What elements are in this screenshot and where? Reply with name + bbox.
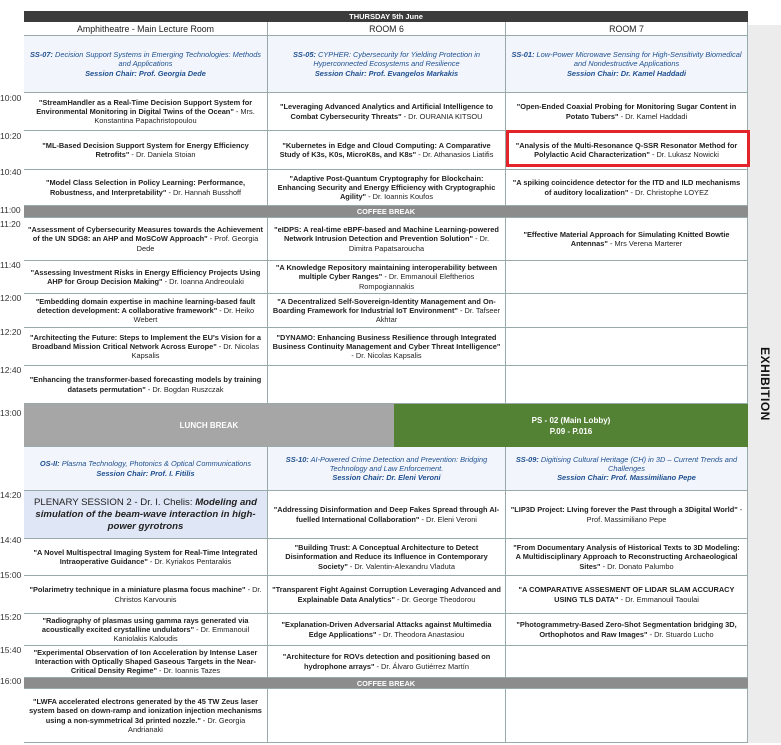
poster-session-range: P.09 - P.016 xyxy=(549,426,593,436)
talk-entry xyxy=(510,230,743,249)
time-label: 12:00 xyxy=(0,293,22,303)
time-label: 11:20 xyxy=(0,219,21,229)
talk-cell xyxy=(268,576,506,614)
talk-title: "Architecture for ROVs detection and positioning based on hydrophone arrays" xyxy=(282,652,491,671)
talk-entry xyxy=(272,505,501,524)
session-chair xyxy=(557,473,696,482)
talk-title: "A COMPARATIVE ASSESMENT OF LIDAR SLAM ACCURACY USING TLS DATA" xyxy=(518,585,735,604)
session-chair xyxy=(96,469,194,478)
talk-title: "Photogrammetry-Based Zero-Shot Segmentation bridging 3D, Orthophotos and Raw Images" xyxy=(516,620,737,639)
talk-entry xyxy=(272,263,501,291)
chair-label: Session Chair: xyxy=(85,68,139,78)
room-header: ROOM 6 xyxy=(268,22,506,36)
talk-speaker: - Dr. Theodora Anastasiou xyxy=(376,629,465,639)
talk-speaker: - Dr. Tafseer Akhtar xyxy=(375,305,501,325)
talk-speaker: - Dr. George Theodorou xyxy=(394,594,476,604)
talk-cell xyxy=(268,646,506,678)
talk-speaker: - Dr. Christophe LOYEZ xyxy=(628,187,709,197)
talk-title: "Addressing Disinformation and Deep Fakes Spread through AI-fuelled International Collaboration" xyxy=(273,505,500,524)
talk-cell xyxy=(24,366,268,404)
plenary-prefix: PLENARY SESSION 2 - Dr. I. Chelis: xyxy=(33,496,196,508)
talk-title: "DYNAMO: Enhancing Business Resilience through Integrated Business Continuity Management and Cyber Threat Intelligence" xyxy=(272,332,501,351)
talk-cell xyxy=(24,93,268,131)
talk-cell xyxy=(24,131,268,170)
talk-title: "From Documentary Analysis of Historical Texts to 3D Modeling: A Multidisciplinary Approach to Reconstructing Archaeological Sites" xyxy=(513,543,740,571)
time-label: 11:40 xyxy=(0,260,21,270)
time-label: 14:40 xyxy=(0,535,22,545)
talk-title: "Radiography of plasmas using gamma rays generated via acoustically excited crystalline undulators" xyxy=(41,615,249,634)
talk-cell xyxy=(268,261,506,294)
session-chair xyxy=(85,69,206,78)
plenary-session xyxy=(24,491,268,539)
session-topic: Plasma Technology, Photonics & Optical Communications xyxy=(59,459,252,469)
talk-entry xyxy=(28,297,263,325)
talk-entry xyxy=(28,225,263,253)
talk-cell xyxy=(268,294,506,328)
talk-title: "Architecting the Future: Steps to Implement the EU's Vision for a Broadband Mission Critical Network Across Europe" xyxy=(30,332,261,351)
time-label: 11:00 xyxy=(0,205,21,215)
session-chair xyxy=(567,69,686,78)
talk-speaker: - Dr. Kamel Haddadi xyxy=(618,111,688,121)
talk-speaker: - Prof. Massimiliano Pepe xyxy=(586,505,743,524)
chair-name: Prof. Georgia Dede xyxy=(138,68,206,78)
talk-entry xyxy=(28,548,263,567)
talk-entry xyxy=(272,620,501,639)
chair-name: Prof. Massimiliano Pepe xyxy=(610,473,696,483)
time-label: 13:00 xyxy=(0,408,22,418)
time-label: 12:40 xyxy=(0,365,22,375)
talk-speaker: - Dr. Emmanouil Taoulai xyxy=(618,594,699,604)
chair-label: Session Chair: xyxy=(566,68,621,78)
talk-entry xyxy=(510,620,743,639)
poster-session-location: PS - 02 (Main Lobby) xyxy=(531,415,611,425)
talk-speaker: - Dr. Emmanouil Kaniolakis Kaloudis xyxy=(113,624,250,644)
talk-entry xyxy=(272,585,501,604)
session-code: SS-09: xyxy=(515,454,539,464)
talk-title: "Explanation-Driven Adversarial Attacks against Multimedia Edge Applications" xyxy=(281,620,492,639)
session-header xyxy=(268,36,506,93)
talk-title: "Transparent Fight Against Corruption Leveraging Advanced and Explainable Data Analytics" xyxy=(272,585,501,604)
time-label: 15:40 xyxy=(0,645,22,655)
talk-speaker: - Dr. Nicolas Kapsalis xyxy=(351,351,422,361)
session-title xyxy=(510,50,743,69)
schedule-grid xyxy=(24,11,748,743)
talk-title: "Assessment of Cybersecurity Measures towards the Achievement of the UN SDG8: an AHP and MoSCoW Approach" xyxy=(28,225,263,244)
talk-title: "A Decentralized Self-Sovereign-Identity Management and On-Boarding Framework for Industrial IoT Environment" xyxy=(272,296,496,315)
talk-entry xyxy=(28,268,263,287)
talk-speaker: - Dr. Kyriakos Pentarakis xyxy=(147,557,232,566)
talk-entry xyxy=(272,297,501,325)
talk-title: "Polarimetry technique in a miniature plasma focus machine" xyxy=(29,585,246,595)
talk-cell xyxy=(24,261,268,294)
talk-speaker: - Dr. Hannah Busshoff xyxy=(166,187,242,197)
talk-cell xyxy=(506,261,748,294)
talk-cell xyxy=(268,366,506,404)
talk-entry xyxy=(28,98,263,126)
talk-entry xyxy=(510,585,743,604)
time-label: 10:00 xyxy=(0,93,22,103)
talk-entry xyxy=(510,505,743,524)
time-label: 10:40 xyxy=(0,167,22,177)
time-label: 12:20 xyxy=(0,327,22,337)
talk-entry xyxy=(510,543,743,571)
talk-entry xyxy=(28,648,263,676)
talk-title: "A Knowledge Repository maintaining interoperability between multiple Cyber Ranges" xyxy=(275,263,498,282)
talk-speaker: - Dr. Christos Karvounis xyxy=(114,585,262,604)
talk-title: "Leveraging Advanced Analytics and Artificial Intelligence to Combat Cybersecurity Threats" xyxy=(280,102,493,121)
talk-speaker: - Dr. Lukasz Nowicki xyxy=(649,150,719,159)
talk-speaker: - Dr. Bogdan Ruszczak xyxy=(145,384,224,394)
talk-title: "Embedding domain expertise in machine learning-based fault detection development: A collaborative framework" xyxy=(35,296,256,315)
talk-cell xyxy=(506,366,748,404)
session-code: OS-II: xyxy=(39,459,60,469)
talk-cell xyxy=(506,689,748,743)
talk-cell xyxy=(24,539,268,576)
session-code: SS-07: xyxy=(29,50,53,60)
talk-cell xyxy=(268,218,506,261)
talk-cell xyxy=(506,576,748,614)
talk-title: "LIP3D Project: LIving forever the Past through a 3Digital World" xyxy=(510,505,738,515)
talk-cell xyxy=(506,294,748,328)
lunch-break: LUNCH BREAK xyxy=(24,404,394,447)
time-label: 16:00 xyxy=(0,676,22,686)
talk-speaker: - Dr. Athanasios Liatifis xyxy=(416,150,494,159)
session-topic: Decision Support Systems in Emerging Technologies: Methods and Applications xyxy=(53,50,262,69)
talk-entry xyxy=(272,225,501,253)
talk-speaker: - Dr. Ioannis Koufos xyxy=(366,192,434,202)
time-label: 14:20 xyxy=(0,490,22,500)
day-header: THURSDAY 5th June xyxy=(24,11,748,22)
chair-name: Dr. Kamel Haddadi xyxy=(620,68,687,78)
talk-entry xyxy=(28,616,263,644)
talk-cell xyxy=(506,170,748,206)
talk-title: "Assessing Investment Risks in Energy Efficiency Projects Using AHP for Group Decision Making" xyxy=(30,267,261,286)
plenary-text xyxy=(28,497,263,533)
session-code: SS-01: xyxy=(511,50,535,60)
talk-title: "Experimental Observation of Ion Acceleration by Intense Laser Interaction with Optically Shaped Gaseous Targets in the Near-Critical Density Regime" xyxy=(33,647,258,676)
talk-title: "Enhancing the transformer-based forecasting models by training datasets permutation" xyxy=(29,375,262,394)
session-title xyxy=(272,50,501,69)
session-header xyxy=(506,36,748,93)
time-label: 15:00 xyxy=(0,570,22,580)
session-topic: Digitising Cultural Heritage (CH) in 3D – Current Trends and Challenges xyxy=(538,454,738,473)
chair-label: Session Chair: xyxy=(332,473,387,483)
talk-cell xyxy=(268,614,506,646)
chair-label: Session Chair: xyxy=(314,68,369,78)
room-header: Amphitheatre - Main Lecture Room xyxy=(24,22,268,36)
coffee-break: COFFEE BREAK xyxy=(24,206,748,218)
talk-cell xyxy=(268,170,506,206)
talk-title: "ML-Based Decision Support System for Energy Efficiency Retrofits" xyxy=(42,140,249,159)
talk-cell xyxy=(268,131,506,170)
time-column xyxy=(0,0,24,745)
time-label: 15:20 xyxy=(0,612,22,622)
talk-title: "Building Trust: A Conceptual Architecture to Detect Disinformation and Reduce its Influence in Contemporary Society" xyxy=(285,543,488,571)
talk-title: "A Novel Multispectral Imaging System for Real-Time Integrated Intraoperative Guidance" xyxy=(33,547,258,566)
talk-speaker: - Dr. Ioannis Tazes xyxy=(156,666,221,676)
talk-speaker: - Mrs Verena Marterer xyxy=(607,239,683,248)
talk-cell xyxy=(268,689,506,743)
poster-session xyxy=(394,404,748,447)
session-title xyxy=(40,459,251,468)
talk-cell xyxy=(506,646,748,678)
talk-cell xyxy=(24,576,268,614)
talk-speaker: - Dr. Valentin-Alexandru Vladuta xyxy=(347,561,455,571)
talk-cell xyxy=(268,539,506,576)
highlighted-talk-box xyxy=(506,130,750,167)
talk-title: "A spiking coincidence detector for the ITD and ILD mechanisms of auditory localization" xyxy=(512,178,741,197)
session-code: SS-10: xyxy=(285,454,309,464)
talk-cell xyxy=(506,614,748,646)
chair-name: Prof. Evangelos Markakis xyxy=(368,68,459,78)
talk-entry xyxy=(28,585,263,604)
talk-title: "StreamHandler as a Real-Time Decision Support System for Environmental Monitoring in Digital Twins of the Ocean" xyxy=(36,97,253,116)
talk-entry xyxy=(28,697,263,734)
talk-speaker: - Dr. Daniela Stoian xyxy=(129,150,196,159)
session-code: SS-05: xyxy=(292,50,316,60)
talk-entry xyxy=(28,333,263,361)
talk-cell xyxy=(268,491,506,539)
talk-speaker: - Dr. Heiko Webert xyxy=(133,305,255,325)
talk-speaker: - Mrs. Konstantina Papachristopoulou xyxy=(94,106,255,126)
talk-title: "Open-Ended Coaxial Probing for Monitoring Sugar Content in Potato Tubers" xyxy=(516,102,737,121)
talk-entry xyxy=(28,375,263,394)
room-header: ROOM 7 xyxy=(506,22,748,36)
talk-cell xyxy=(24,614,268,646)
coffee-break: COFFEE BREAK xyxy=(24,678,748,689)
exhibition-column xyxy=(748,25,781,743)
talk-speaker: - Dr. Emmanouil Eleftherios Rompogiannakis xyxy=(358,272,475,291)
talk-speaker: - Dr. OURANIA KITSOU xyxy=(401,111,483,121)
session-topic: AI-Powered Crime Detection and Prevention: Bridging Technology and Law Enforcement. xyxy=(308,454,488,473)
session-title xyxy=(28,50,263,69)
time-label: 10:20 xyxy=(0,131,22,141)
talk-cell xyxy=(24,218,268,261)
talk-cell xyxy=(268,93,506,131)
session-header xyxy=(24,447,268,491)
talk-cell xyxy=(506,218,748,261)
plenary-title: Modeling and simulation of the beam-wave interaction in high-power gyrotrons xyxy=(35,496,258,532)
talk-speaker: - Dr. Eleni Veroni xyxy=(419,514,477,524)
talk-entry xyxy=(272,141,501,160)
talk-title: "Effective Material Approach for Simulating Knitted Bowtie Antennas" xyxy=(523,229,730,248)
talk-cell xyxy=(24,294,268,328)
chair-name: Dr. Eleni Veroni xyxy=(386,473,441,483)
exhibition-label: EXHIBITION xyxy=(757,347,772,421)
talk-cell xyxy=(24,170,268,206)
talk-entry xyxy=(28,178,263,197)
talk-title: "Analysis of the Multi-Resonance Q-SSR Resonator Method for Polylactic Acid Characterization" xyxy=(515,140,738,159)
session-header xyxy=(506,447,748,491)
talk-entry xyxy=(272,333,501,361)
talk-title: "LWFA accelerated electrons generated by the 45 TW Zeus laser system based on down-ramp and ionization injection mechanisms using a non-symmetrical 3d printed nozzle." xyxy=(29,696,262,725)
talk-cell xyxy=(268,328,506,366)
talk-entry xyxy=(272,174,501,202)
talk-entry xyxy=(28,141,263,160)
session-topic: Low-Power Microwave Sensing for High-Sensitivity Biomedical and Nondestructive Applications xyxy=(534,50,742,69)
talk-speaker: - Dr. Donato Palumbo xyxy=(600,561,674,571)
talk-title: "Adaptive Post-Quantum Cryptography for Blockchain: Enhancing Security and Energy Efficiency with Cryptographic Agility" xyxy=(277,173,496,202)
talk-speaker: - Dr. Ioanna Andreoulaki xyxy=(162,277,244,286)
talk-title: "eIDPS: A real-time eBPF-based and Machine Learning-powered Network Intrusion Detection and Prevention Solution" xyxy=(274,225,499,244)
talk-speaker: - Dr. Álvaro Gutiérrez Martín xyxy=(374,661,469,671)
talk-entry xyxy=(272,102,501,121)
talk-speaker: - Dr. Dimitra Papatsaroucha xyxy=(348,234,490,253)
talk-entry xyxy=(510,102,743,121)
session-title xyxy=(510,455,743,474)
session-header xyxy=(268,447,506,491)
chair-label: Session Chair: xyxy=(96,468,151,478)
talk-entry xyxy=(510,178,743,197)
talk-cell xyxy=(506,491,748,539)
talk-cell xyxy=(506,328,748,366)
session-topic: CYPHER: Cybersecurity for Yielding Protection in Hyperconnected Ecosystems and Resilience xyxy=(313,50,481,69)
talk-cell xyxy=(506,93,748,131)
talk-speaker: - Dr. Stuardo Lucho xyxy=(647,629,714,639)
talk-entry xyxy=(272,543,501,571)
session-chair xyxy=(332,473,440,482)
talk-title: "Model Class Selection in Policy Learning: Performance, Robustness, and Interpretability" xyxy=(46,178,245,197)
talk-cell xyxy=(24,689,268,743)
chair-label: Session Chair: xyxy=(557,473,611,483)
talk-entry xyxy=(272,652,501,671)
talk-speaker: - Dr. Georgia Andrianaki xyxy=(128,715,246,734)
talk-cell xyxy=(506,539,748,576)
session-chair xyxy=(315,69,458,78)
chair-name: Prof. I. Fitilis xyxy=(150,468,195,478)
talk-title: "Kubernetes in Edge and Cloud Computing: A Comparative Study of K3s, K0s, MicroK8s, and K8s" xyxy=(279,140,491,159)
session-title xyxy=(272,455,501,474)
talk-cell xyxy=(24,646,268,678)
talk-speaker: - Dr. Nicolas Kapsalis xyxy=(131,341,260,361)
talk-speaker: - Prof. Georgia Dede xyxy=(136,234,259,253)
session-header xyxy=(24,36,268,93)
talk-cell xyxy=(24,328,268,366)
